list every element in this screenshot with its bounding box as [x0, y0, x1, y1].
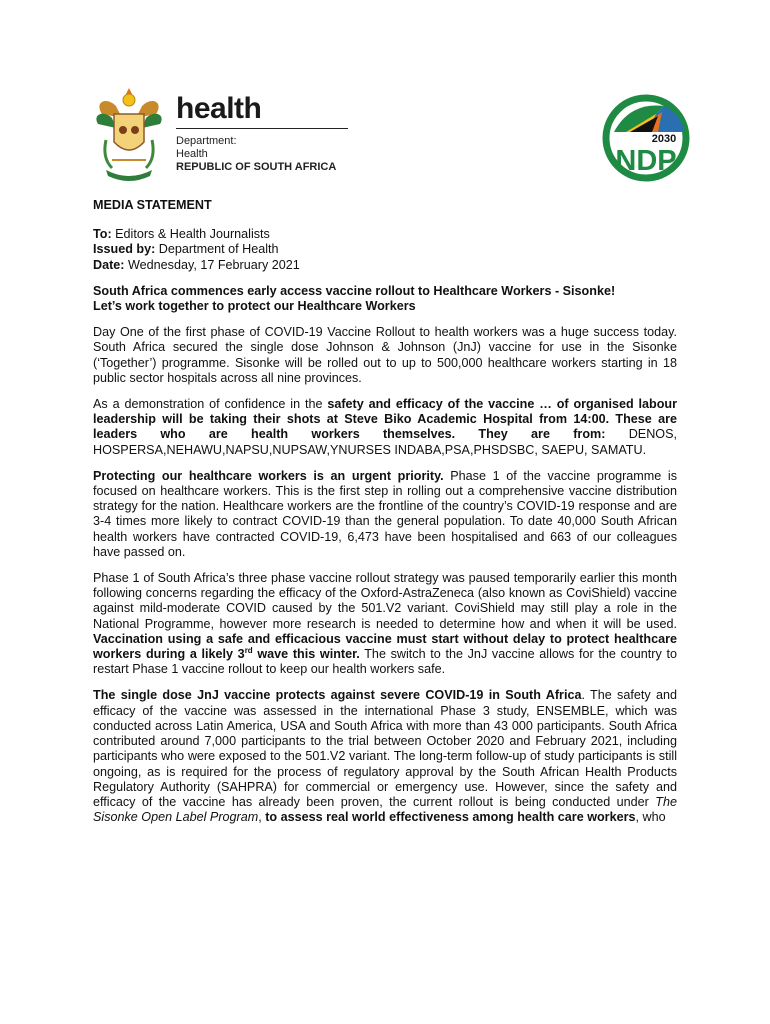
coat-of-arms-icon [92, 84, 166, 184]
department-brand [176, 94, 351, 174]
ndp-text: NDP [615, 145, 677, 177]
brand-name: health [176, 92, 262, 125]
ndp-year: 2030 [651, 133, 677, 145]
paragraph-2: As a demonstration of confidence in the safety and efficacy of the vaccine … of organised labour leadership will be taking their shots at Steve Biko Academic Hospital from 14:00. These are leaders who are health workers themselves. They are from: DENOS, HOSPERSA,NEHAWU,NAPSU,NUPSAW,YNURSES INDABA,PSA,PHSDSBC, SAEPU, SAMATU. [93, 397, 677, 457]
statement-headline: South Africa commences early access vaccine rollout to Healthcare Workers - Sisonke! Let’s work together to protect our Healthcare Workers [93, 283, 616, 314]
meta-date: Date: Wednesday, 17 February 2021 [93, 257, 300, 272]
ndp-2030-logo-icon [600, 92, 692, 184]
paragraph-1: Day One of the first phase of COVID-19 Vaccine Rollout to health workers was a huge success today. South Africa secured the single dose Johnson & Johnson (JnJ) vaccine for use in the Sisonke (‘Together’) programme. Sisonke will be rolled out to up to 500,000 healthcare workers starting in 18 public sector hospitals across all nine provinces. [93, 325, 677, 385]
brand-line-3: REPUBLIC OF SOUTH AFRICA [176, 161, 337, 173]
brand-divider [176, 128, 348, 129]
paragraph-4: Phase 1 of South Africa’s three phase vaccine rollout strategy was paused temporarily earlier this month following concerns regarding the efficacy of the Oxford-AstraZeneca (also known as CoviShield) vaccine against mild-moderate COVID caused by the 501.V2 variant. CoviShield may still play a role in the National Programme, however more research is needed to determine how and when it will be used. Vaccination using a safe and efficacious vaccine must start without delay to protect healthcare workers during a likely 3rd wave this winter. The switch to the JnJ vaccine allows for the country to restart Phase 1 vaccine rollout to keep our health workers safe. [93, 571, 677, 677]
statement-body [93, 198, 677, 836]
paragraph-3: Protecting our healthcare workers is an urgent priority. Phase 1 of the vaccine programme is focused on healthcare workers. This is the first step in rolling out a comprehensive vaccine distribution strategy for the nation. Healthcare workers are the frontline of the country’s COVID-19 response and are 3-4 times more likely to contract COVID-19 than the general population. To date 40,000 South African health workers have contracted COVID-19, 6,473 have been hospitalised and 663 of our colleagues have passed on. [93, 468, 677, 559]
brand-line-2: Health [176, 148, 208, 160]
meta-to: To: Editors & Health Journalists [93, 227, 270, 242]
meta-issued-by: Issued by: Department of Health [93, 242, 279, 257]
statement-meta [93, 227, 677, 273]
letterhead [92, 84, 692, 184]
brand-line-1: Department: [176, 135, 237, 147]
statement-title: MEDIA STATEMENT [93, 198, 212, 212]
paragraph-5: The single dose JnJ vaccine protects against severe COVID-19 in South Africa. The safety and efficacy of the vaccine was assessed in the international Phase 3 study, ENSEMBLE, which was conducted across Latin America, USA and South Africa with more than 43 000 participants. South Africa contributed around 7,000 participants to the trial between October 2020 and February 2021, including participants who were exposed to the 501.V2 variant. The long-term follow-up of study participants is still ongoing, as is required for the process of regulatory approval by the South African Health Products Regulatory Authority (SAHPRA) for commercial or emergency use. However, since the safety and efficacy of the vaccine has already been proven, the current rollout is being conducted under The Sisonke Open Label Program, to assess real world effectiveness among health care workers, who [93, 688, 677, 825]
